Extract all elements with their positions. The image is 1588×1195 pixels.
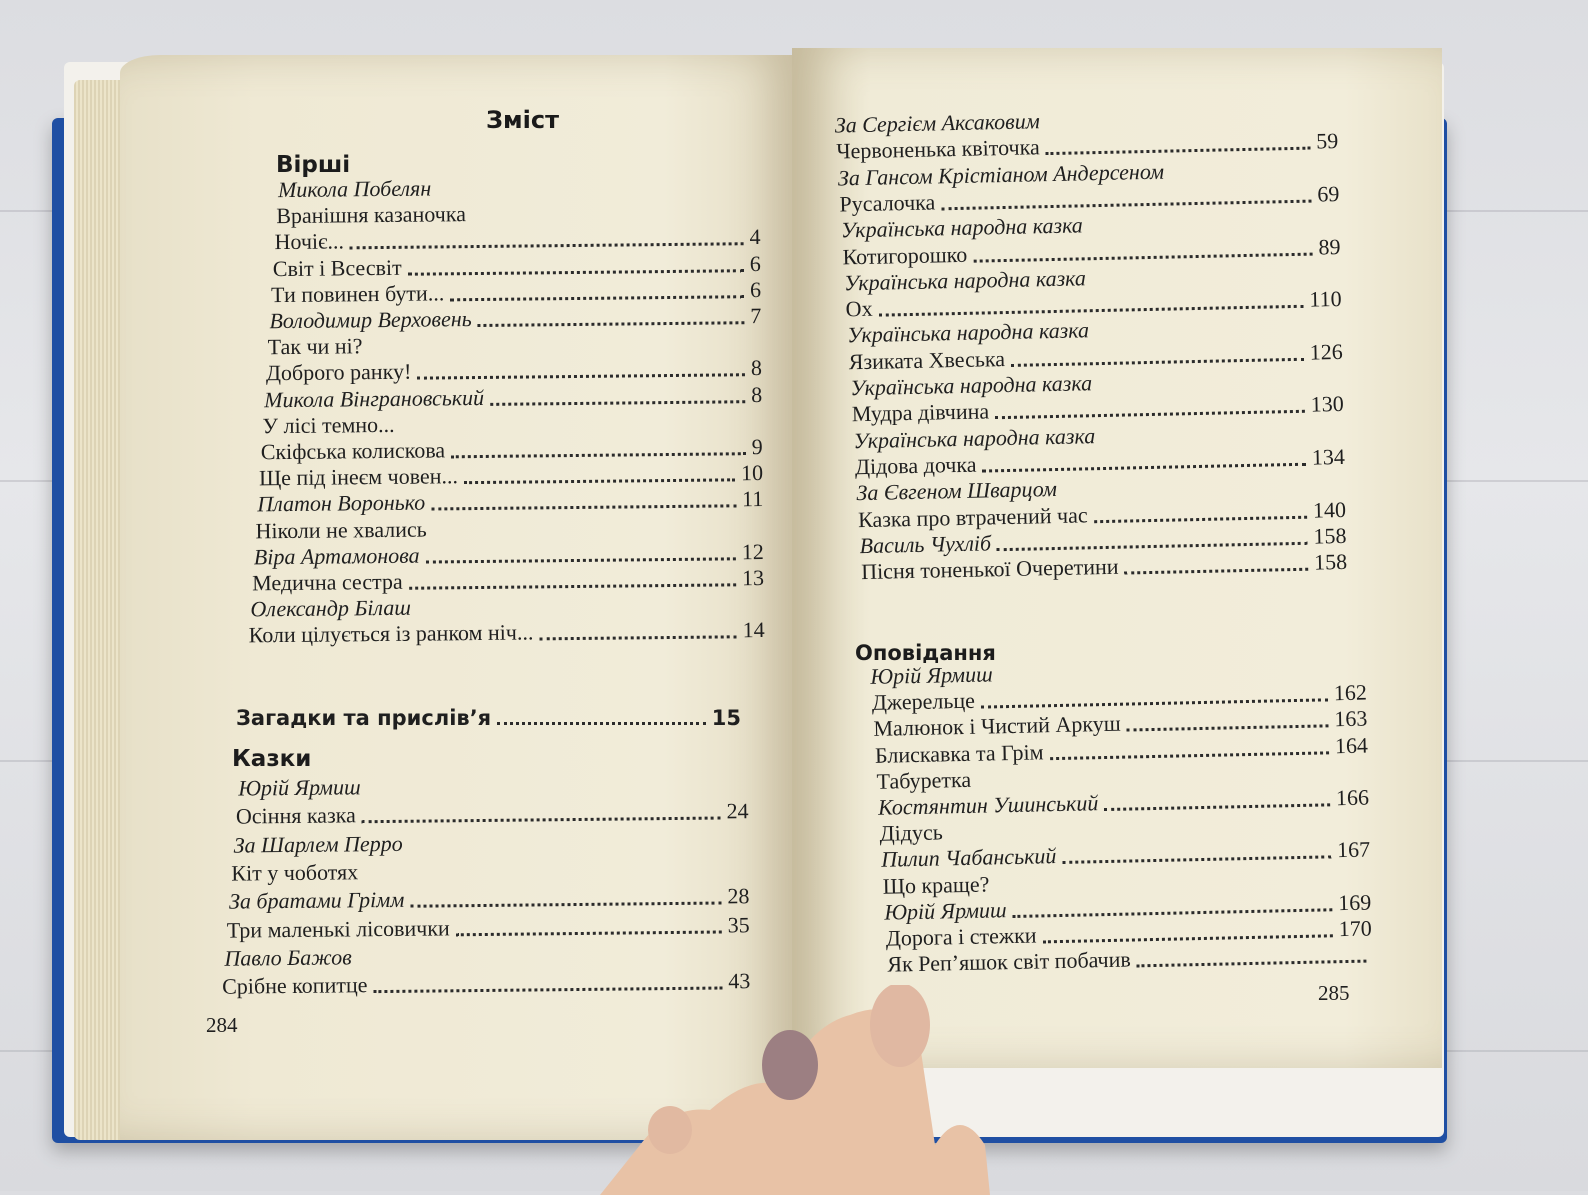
toc-row-title: Скіфська колискова: [260, 437, 446, 465]
toc-row-leader: [1043, 934, 1333, 943]
toc-row-page: 43: [728, 968, 751, 994]
toc-row-leader: [1104, 803, 1330, 811]
toc-row-title: Коли цілується із ранком ніч...: [248, 619, 534, 648]
toc-row-page: 163: [1334, 705, 1368, 732]
toc-row-title: Малюнок і Чистий Аркуш: [873, 711, 1121, 742]
toc-author: Юрій Ярмиш: [870, 661, 993, 689]
toc-row-page: 28: [727, 883, 750, 909]
toc-row-title: Русалочка: [839, 189, 936, 217]
toc-entry[interactable]: Ніколи не хвались: [255, 516, 427, 543]
toc-row-title: Дідова дочка: [854, 451, 977, 480]
toc-entry[interactable]: Що краще?: [882, 871, 990, 899]
toc-row-title: Медична сестра: [251, 568, 403, 596]
toc-row-title: Володимир Верховень: [269, 306, 472, 334]
toc-row-leader: [1127, 725, 1329, 732]
toc-row-title: Пилип Чабанський: [880, 843, 1057, 873]
toc-author: Українська народна казка: [846, 317, 1090, 348]
toc-row-title: Як Реп’яшок світ побачив: [887, 946, 1131, 977]
toc-author: Олександр Білаш: [250, 594, 412, 622]
toc-entry[interactable]: Так чи ні?: [267, 333, 363, 360]
page-number-left: 284: [206, 1013, 238, 1037]
toc-row-title: Віра Артамонова: [253, 542, 420, 570]
toc-row-title: Ти повинен бути...: [270, 280, 445, 307]
toc-row-title: За братами Грімм: [228, 887, 405, 914]
toc-row-page: 126: [1309, 338, 1343, 365]
hand-finger-image: [600, 985, 1000, 1195]
toc-row-page: 89: [1318, 233, 1341, 259]
toc-author: Павло Бажов: [224, 944, 352, 971]
toc-row-page: 14: [742, 617, 765, 643]
toc-row-page: 4: [749, 224, 761, 250]
toc-author: Українська народна казка: [850, 370, 1093, 401]
toc-author: За Гансом Крістіаном Андерсеном: [837, 158, 1165, 191]
toc-author: Українська народна казка: [843, 265, 1087, 296]
toc-author: Микола Побелян: [277, 175, 432, 203]
toc-row-title: Микола Вінграновський: [264, 384, 485, 412]
toc-row-title: Казка про втрачений час: [857, 501, 1088, 532]
toc-author: За Шарлем Перро: [233, 830, 403, 858]
toc-row-page: 170: [1338, 915, 1372, 942]
toc-row-title: Світ і Всесвіт: [272, 254, 402, 281]
toc-author: За Сергієм Аксаковим: [834, 108, 1040, 138]
toc-row-page: 134: [1311, 443, 1346, 470]
toc-row-title: Василь Чухліб: [859, 530, 992, 558]
toc-title: Зміст: [486, 106, 560, 134]
toc-row-page: 10: [740, 460, 764, 486]
toc-row-title: Ох: [845, 295, 873, 322]
section-stories: Оповідання: [855, 641, 996, 665]
toc-row-title: Срібне копитце: [222, 972, 368, 999]
toc-author: Юрій Ярмиш: [238, 774, 361, 801]
toc-row-page: 169: [1337, 889, 1372, 915]
toc-row-page: 12: [741, 538, 764, 565]
toc-row-page: 8: [751, 381, 763, 407]
toc-row-page: 11: [741, 486, 764, 512]
page-number-right: 285: [1318, 981, 1350, 1005]
toc-row-title: Джерельце: [871, 687, 976, 716]
toc-row[interactable]: [881, 837, 1370, 873]
toc-row-page: 130: [1310, 391, 1345, 417]
section-tales: Казки: [232, 746, 312, 772]
toc-author: Українська народна казка: [853, 422, 1096, 453]
toc-entry[interactable]: Дідусь: [879, 819, 944, 846]
toc-row-title: Юрій Ярмиш: [884, 896, 1007, 925]
toc-row-leader: [1062, 856, 1331, 865]
toc-row-title: Ночіє...: [274, 228, 345, 255]
toc-row-page: 35: [727, 911, 750, 937]
toc-row-page: 164: [1334, 732, 1369, 758]
toc-row-page: 162: [1333, 679, 1368, 706]
toc-entry[interactable]: Вранішня казаночка: [276, 201, 467, 229]
toc-row-title: Дорога і стежки: [885, 922, 1037, 951]
toc-row-leader: [1050, 751, 1329, 760]
toc-row-title: Блискавка та Грім: [874, 738, 1044, 768]
toc-row-page: 69: [1317, 180, 1340, 207]
toc-row-title: Мудра дівчина: [851, 398, 990, 427]
toc-row-page: 15: [711, 706, 741, 730]
toc-author: За Євгеном Шварцом: [856, 476, 1058, 506]
toc-row-title: Пісня тоненької Очеретини: [860, 553, 1119, 585]
toc-row-title: Ще під інеєм човен...: [258, 463, 459, 491]
toc-row-page: 24: [726, 798, 749, 824]
toc-row-page: 9: [751, 434, 763, 460]
toc-entry[interactable]: Кіт у чоботях: [231, 859, 359, 886]
toc-row-title: Три маленькі лісовички: [226, 914, 450, 943]
toc-row-page: 158: [1313, 549, 1348, 575]
toc-row-page: 8: [750, 355, 763, 381]
toc-row-title: Загадки та прислів’я: [236, 706, 492, 730]
toc-entry[interactable]: У лісі темно...: [262, 411, 395, 439]
toc-row-page: 167: [1336, 836, 1371, 863]
toc-row-title: Котигорошко: [842, 241, 968, 269]
toc-entry[interactable]: Табуретка: [876, 766, 972, 794]
toc-row-title: Платон Воронько: [257, 489, 426, 517]
toc-row-title: Доброго ранку!: [265, 359, 412, 386]
toc-row-page: 59: [1315, 128, 1339, 154]
toc-row-page: 140: [1312, 496, 1347, 523]
toc-row-page: 166: [1335, 784, 1370, 811]
toc-row-title: Костянтин Ушинський: [877, 790, 1099, 820]
toc-row-title: Осіння казка: [235, 802, 356, 829]
toc-row-page: 6: [749, 250, 761, 276]
toc-author: Українська народна казка: [840, 212, 1084, 243]
toc-row-page: 110: [1309, 286, 1342, 312]
toc-row-title: Червоненька квіточка: [836, 134, 1040, 164]
toc-row-page: 6: [749, 276, 762, 302]
section-poems: Вірші: [276, 152, 351, 178]
toc-row-page: 7: [750, 303, 762, 329]
toc-row-page: 13: [741, 565, 765, 591]
toc-row-page: 158: [1313, 522, 1347, 549]
toc-row-leader: [1137, 960, 1367, 968]
toc-row-title: Язиката Хвеська: [848, 345, 1006, 374]
